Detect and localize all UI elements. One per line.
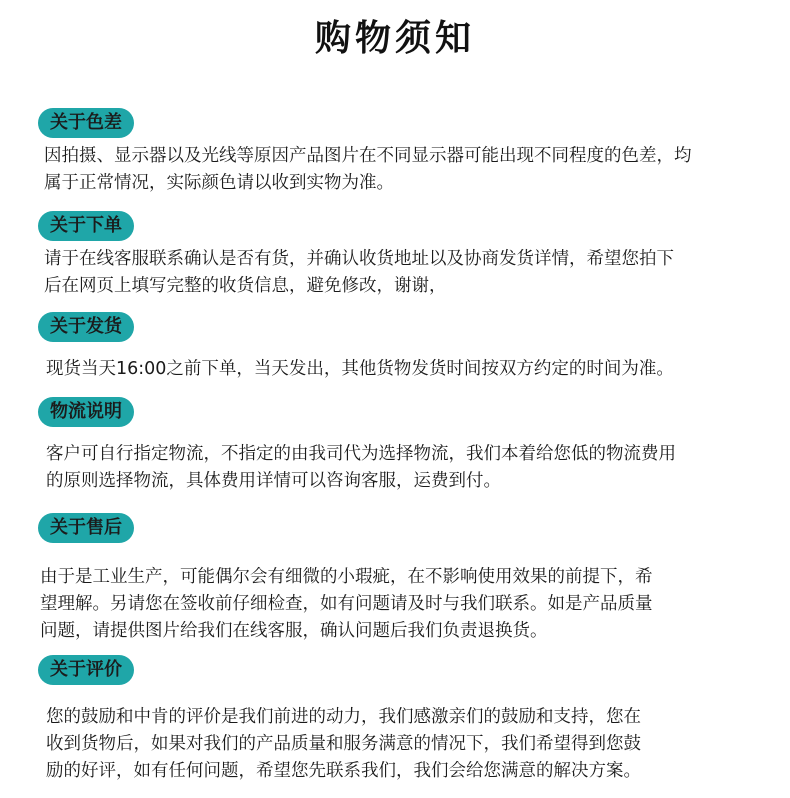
section-text-after-sales: 由于是工业生产，可能偶尔会有细微的小瑕疵，在不影响使用效果的前提下，希 望理解。另请您在签收前仔细检查，如有问题请及时与我们联系。如是产品质量 问题，请提供图片给我们在线客服，确认问题后我们负责退换货。 — [40, 567, 653, 641]
section-heading-reviews: 关于评价 — [38, 655, 134, 685]
section-text-shipping: 现货当天16:00之前下单，当天发出，其他货物发货时间按双方约定的时间为准。 — [46, 359, 674, 379]
section-heading-after-sales: 关于售后 — [38, 513, 134, 543]
section-text-logistics: 客户可自行指定物流，不指定的由我司代为选择物流，我们本着给您低的物流费用 的原则选择物流，具体费用详情可以咨询客服，运费到付。 — [46, 444, 676, 491]
section-heading-logistics: 物流说明 — [38, 397, 134, 427]
section-heading-shipping: 关于发货 — [38, 312, 134, 342]
page-title: 购物须知 — [314, 18, 475, 59]
section-text-ordering: 请于在线客服联系确认是否有货，并确认收货地址以及协商发货详情，希望您拍下 后在网页上填写完整的收货信息，避免修改，谢谢， — [44, 249, 674, 296]
section-heading-ordering: 关于下单 — [38, 211, 134, 241]
section-text-color-difference: 因拍摄、显示器以及光线等原因产品图片在不同显示器可能出现不同程度的色差，均 属于正常情况，实际颜色请以收到实物为准。 — [44, 146, 692, 193]
section-heading-color-difference: 关于色差 — [38, 108, 134, 138]
section-text-reviews: 您的鼓励和中肯的评价是我们前进的动力，我们感激亲们的鼓励和支持，您在 收到货物后，如果对我们的产品质量和服务满意的情况下，我们希望得到您鼓 励的好评，如有任何问题，希望您先联系我们，我们会给您满意的解决方案。 — [46, 707, 641, 781]
